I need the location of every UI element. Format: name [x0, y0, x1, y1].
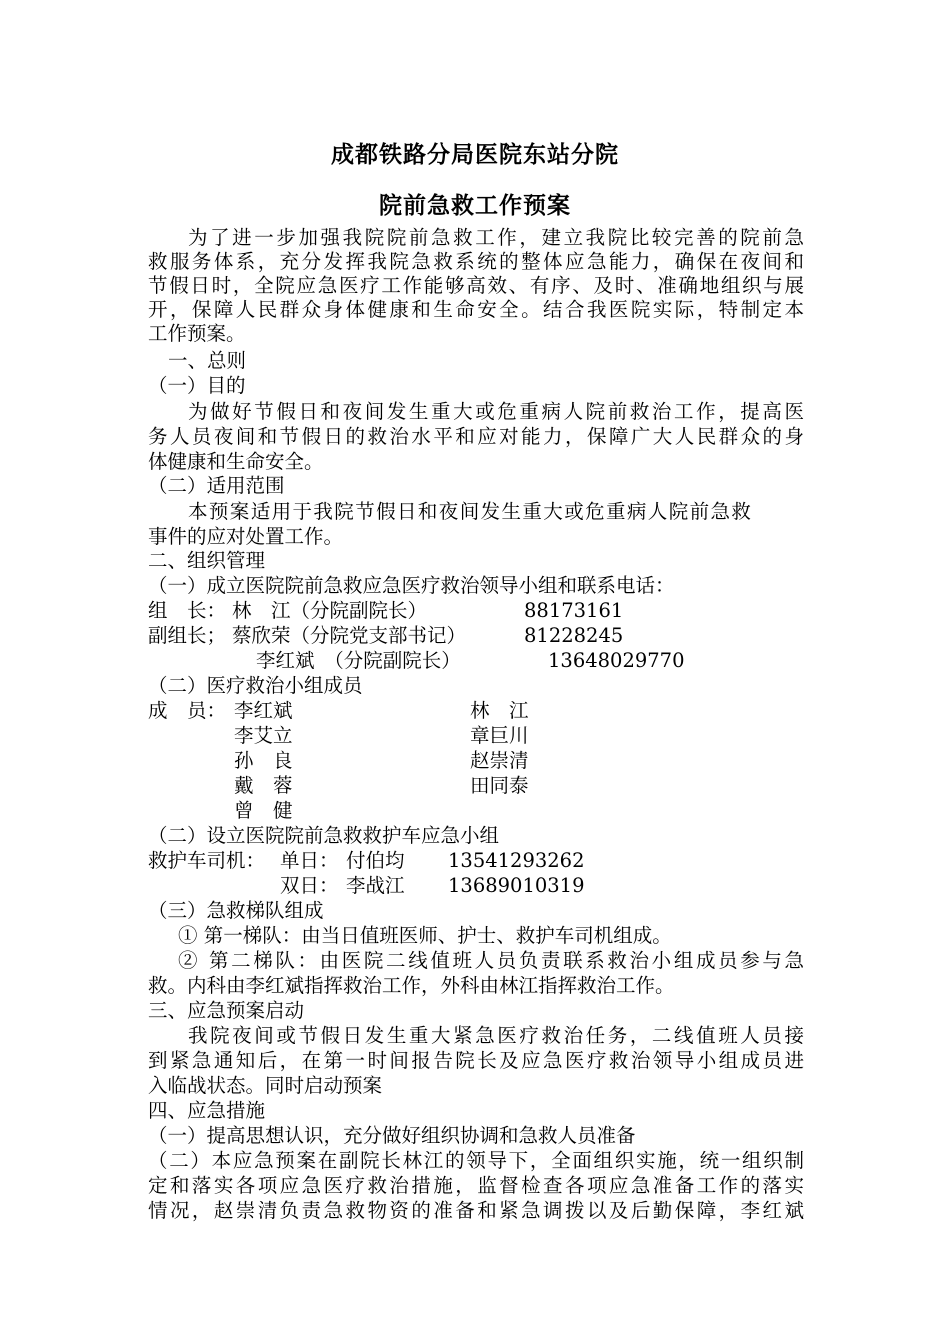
subsection-heading: （一）成立医院院前急救应急医疗救治领导小组和联系电话：	[148, 574, 675, 597]
member-name: 赵崇清	[470, 749, 529, 772]
section-heading: 二、组织管理	[148, 549, 266, 572]
member-name: 林 江	[470, 699, 529, 722]
driver-day: 双日：	[280, 874, 339, 897]
purpose-line: 务人员夜间和节假日的救治水平和应对能力，保障广大人民群众的身	[148, 425, 804, 448]
deputy-name: 李红斌 （分院副院长）	[256, 649, 461, 672]
activation-line: 我院夜间或节假日发生重大紧急医疗救治任务，二线值班人员接	[188, 1024, 804, 1047]
driver-day: 单日：	[280, 849, 339, 872]
leader-role: 组 长：	[148, 599, 227, 622]
leader-name: 林 江（分院副院长）	[232, 599, 428, 622]
purpose-line: 体健康和生命安全。	[148, 450, 324, 473]
deputy-name: 蔡欣荣（分院党支部书记）	[232, 624, 467, 647]
scope-line: 事件的应对处置工作。	[148, 525, 344, 548]
subsection-heading: （一）目的	[148, 374, 246, 397]
measures-line: 情况，赵崇清负责急救物资的准备和紧急调拨以及后勤保障，李红斌	[148, 1199, 804, 1222]
subsection-heading: （二）适用范围	[148, 474, 285, 497]
drivers-label: 救护车司机：	[148, 849, 266, 872]
member-name: 李红斌	[234, 699, 293, 722]
measures-line: （二）本应急预案在副院长林江的领导下，全面组织实施，统一组织制	[148, 1149, 804, 1172]
member-name: 孙 良	[234, 749, 293, 772]
tier-line: 救。内科由李红斌指挥救治工作，外科由林江指挥救治工作。	[148, 974, 675, 997]
subsection-heading: （一）提高思想认识，充分做好组织协调和急救人员准备	[148, 1124, 636, 1147]
subsection-heading: （二）医疗救治小组成员	[148, 674, 363, 697]
deputy-phone: 81228245	[524, 624, 624, 647]
member-name: 曾 健	[234, 799, 293, 822]
tier-line: ② 第二梯队：由医院二线值班人员负责联系救治小组成员参与急	[178, 949, 804, 972]
driver-phone: 13689010319	[448, 874, 585, 897]
member-name: 戴 蓉	[234, 774, 293, 797]
driver-name: 付伯均	[346, 849, 405, 872]
purpose-line: 为做好节假日和夜间发生重大或危重病人院前救治工作，提高医	[188, 400, 804, 423]
leader-phone: 88173161	[524, 599, 624, 622]
section-heading: 四、应急措施	[148, 1099, 266, 1122]
intro-line: 为了进一步加强我院院前急救工作，建立我院比较完善的院前急	[188, 226, 804, 249]
intro-line: 开，保障人民群众身体健康和生命安全。结合我医院实际，特制定本	[148, 298, 804, 321]
driver-name: 李战江	[346, 874, 405, 897]
measures-line: 定和落实各项应急医疗救治措施，监督检查各项应急准备工作的落实	[148, 1174, 804, 1197]
section-heading: 一、总则	[168, 349, 247, 372]
deputy-phone: 13648029770	[548, 649, 685, 672]
member-name: 田同泰	[470, 774, 529, 797]
scope-line: 本预案适用于我院节假日和夜间发生重大或危重病人院前急救	[188, 500, 753, 523]
intro-line: 救服务体系，充分发挥我院急救系统的整体应急能力，确保在夜间和	[148, 250, 804, 273]
member-name: 李艾立	[234, 724, 293, 747]
activation-line: 入临战状态。同时启动预案	[148, 1074, 383, 1097]
activation-line: 到紧急通知后，在第一时间报告院长及应急医疗救治领导小组成员进	[148, 1049, 804, 1072]
intro-line: 工作预案。	[148, 322, 246, 345]
section-heading: 三、应急预案启动	[148, 999, 305, 1022]
document-subtitle: 院前急救工作预案	[379, 192, 571, 219]
document-title: 成都铁路分局医院东站分院	[331, 141, 619, 168]
deputy-role: 副组长；	[148, 624, 227, 647]
tier-line: ① 第一梯队：由当日值班医师、护士、救护车司机组成。	[178, 924, 672, 947]
member-name: 章巨川	[470, 724, 529, 747]
intro-line: 节假日时，全院应急医疗工作能够高效、有序、及时、准确地组织与展	[148, 274, 804, 297]
subsection-heading: （三）急救梯队组成	[148, 899, 324, 922]
members-label: 成 员：	[148, 699, 227, 722]
subsection-heading: （二）设立医院院前急救救护车应急小组	[148, 824, 500, 847]
driver-phone: 13541293262	[448, 849, 585, 872]
